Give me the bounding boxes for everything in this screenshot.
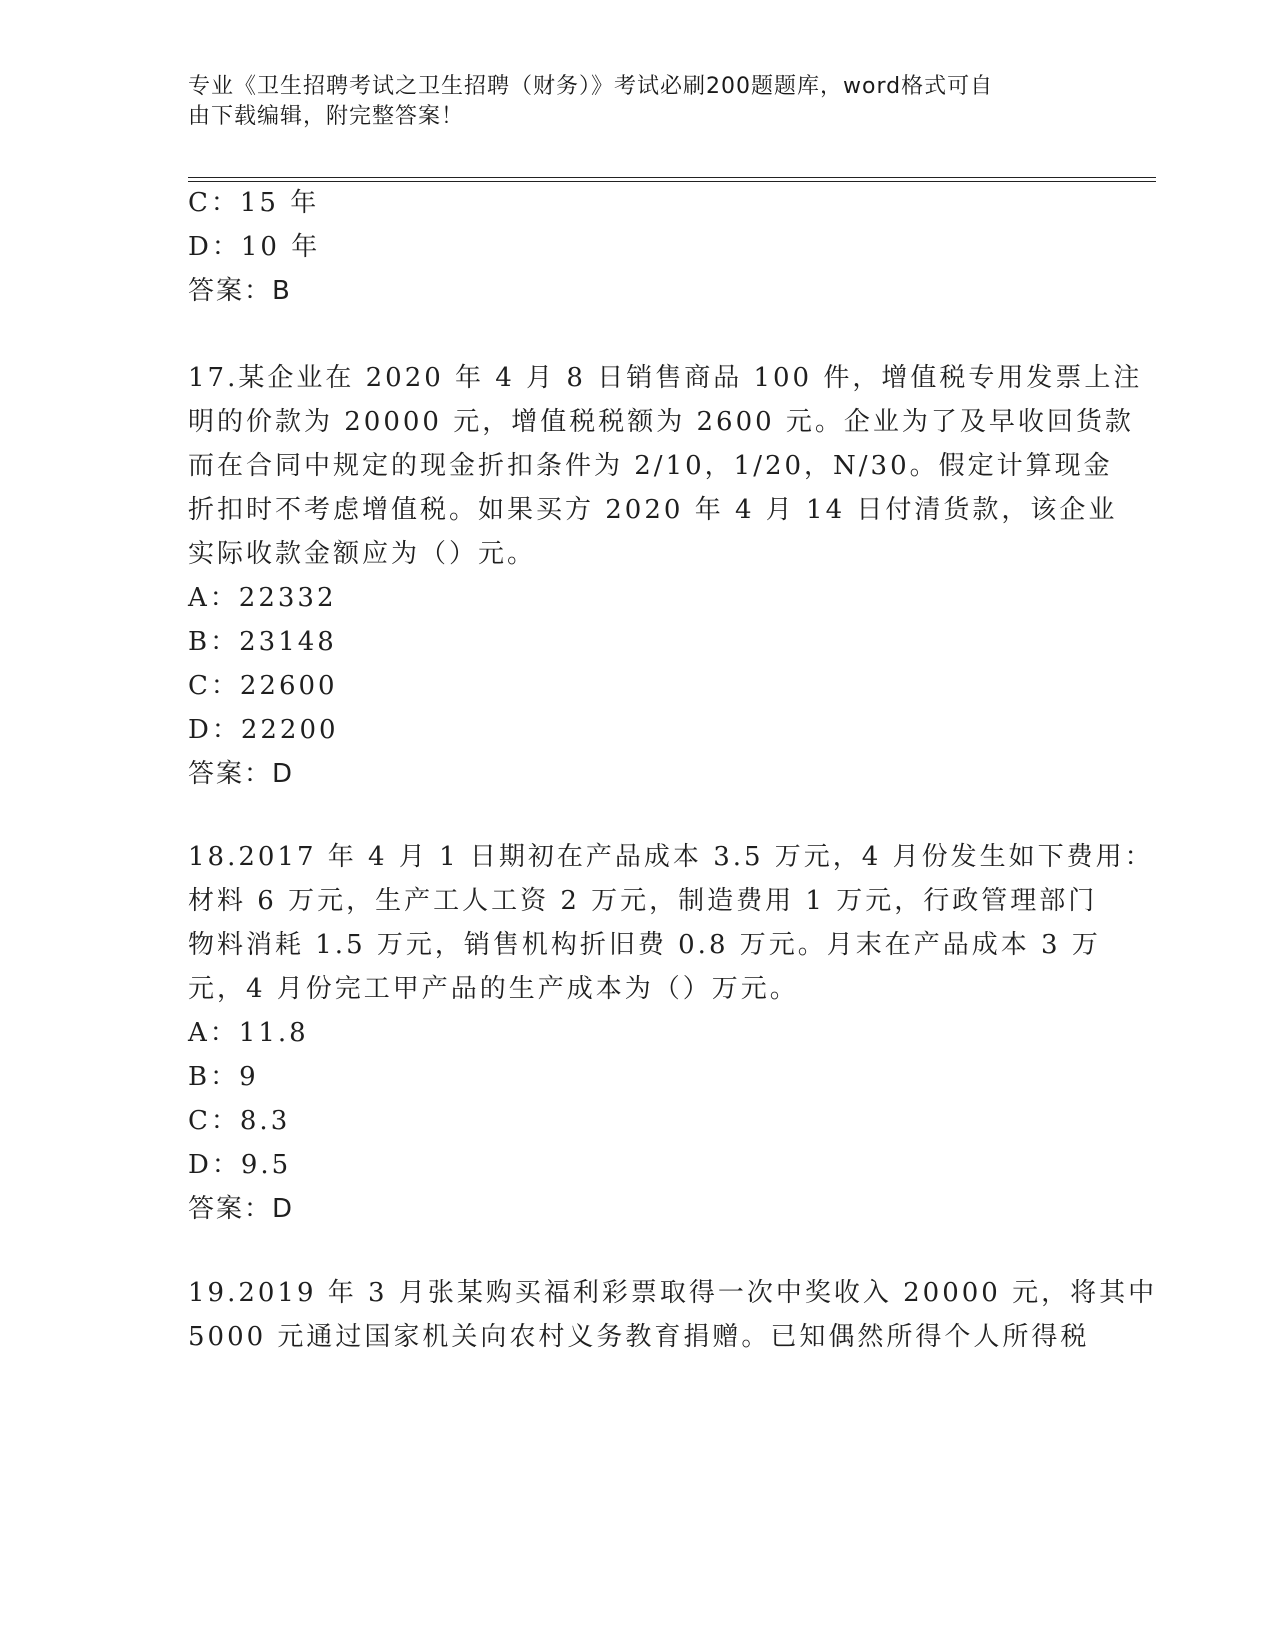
question-stem-line: 折扣时不考虑增值税。如果买方 2020 年 4 月 14 日付清货款，该企业 — [188, 495, 1118, 525]
option-b: B：23148 — [188, 627, 337, 657]
question-stem-line: 明的价款为 20000 元，增值税税额为 2600 元。企业为了及早收回货款 — [188, 407, 1134, 437]
option-c: C：15 年 — [188, 188, 320, 218]
header-rule-bottom — [188, 181, 1156, 182]
answer-line: 答案：D — [188, 759, 295, 789]
option-d: D：22200 — [188, 715, 339, 745]
option-d: D：10 年 — [188, 232, 321, 262]
option-a: A：11.8 — [188, 1018, 309, 1048]
answer-line: 答案：D — [188, 1194, 295, 1224]
question-stem-line: 而在合同中规定的现金折扣条件为 2/10，1/20，N/30。假定计算现金 — [188, 451, 1113, 481]
header-rule-top — [188, 177, 1156, 178]
question-stem-line: 物料消耗 1.5 万元，销售机构折旧费 0.8 万元。月末在产品成本 3 万 — [188, 930, 1101, 960]
header-line-2: 由下载编辑，附完整答案！ — [188, 104, 465, 129]
option-c: C：22600 — [188, 671, 338, 701]
question-stem-line: 19.2019 年 3 月张某购买福利彩票取得一次中奖收入 20000 元，将其中 — [188, 1278, 1158, 1308]
question-stem-line: 材料 6 万元，生产工人工资 2 万元，制造费用 1 万元，行政管理部门 — [188, 886, 1098, 916]
option-a: A：22332 — [188, 583, 337, 613]
question-stem-line: 18.2017 年 4 月 1 日期初在产品成本 3.5 万元，4 月份发生如下费用： — [188, 842, 1154, 872]
question-stem-line: 元，4 月份完工甲产品的生产成本为（）万元。 — [188, 974, 799, 1004]
option-c: C：8.3 — [188, 1106, 291, 1136]
question-stem-line: 17.某企业在 2020 年 4 月 8 日销售商品 100 件，增值税专用发票上注 — [188, 363, 1143, 393]
answer-line: 答案：B — [188, 276, 292, 306]
question-stem-line: 5000 元通过国家机关向农村义务教育捐赠。已知偶然所得个人所得税 — [188, 1322, 1090, 1352]
page-header — [188, 72, 1068, 132]
question-stem-line: 实际收款金额应为（）元。 — [188, 539, 537, 569]
header-line-1: 专业《卫生招聘考试之卫生招聘（财务）》考试必刷200题题库，word格式可自 — [188, 74, 994, 99]
option-d: D：9.5 — [188, 1150, 292, 1180]
option-b: B：9 — [188, 1062, 259, 1092]
